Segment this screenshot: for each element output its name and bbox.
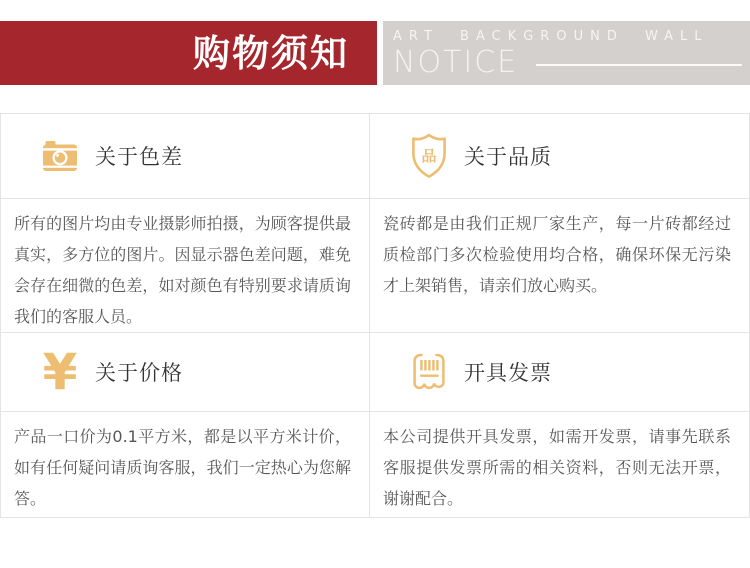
shield-character: 品 <box>421 147 437 165</box>
section-body-quality: 瓷砖都是由我们正规厂家生产，每一片砖都经过质检部门多次检验使用均合格，确保环保无污染才上架销售，请亲们放心购买。 <box>370 199 749 333</box>
section-body-price: 产品一口价为0.1平方米，都是以平方米计价，如有任何疑问请质询客服，我们一定热心为您解答。 <box>1 412 370 517</box>
banner-title-block <box>0 21 377 85</box>
notice-grid <box>0 113 750 518</box>
banner-notice-text: NOTICE <box>393 45 519 81</box>
page-title: 购物须知 <box>193 31 349 75</box>
section-header-quality <box>370 114 749 199</box>
section-header-invoice <box>370 333 749 412</box>
banner <box>0 21 750 85</box>
section-title: 关于价格 <box>95 361 183 385</box>
yuan-icon <box>39 343 81 401</box>
receipt-icon <box>408 346 450 398</box>
banner-notice-row <box>393 46 750 79</box>
camera-icon <box>39 130 81 182</box>
section-body-color-difference: 所有的图片均由专业摄影师拍摄，为顾客提供最真实，多方位的图片。因显示器色差问题，难免会存在细微的色差，如对颜色有特别要求请质询我们的客服人员。 <box>1 199 370 333</box>
section-title: 关于品质 <box>464 145 552 169</box>
section-header-color-difference <box>1 114 370 199</box>
section-title: 开具发票 <box>464 361 552 385</box>
banner-subtitle-en: ART BACKGROUND WALL <box>393 29 709 44</box>
section-header-price <box>1 333 370 412</box>
banner-subtitle-block <box>383 21 750 85</box>
yuan-glyph: ¥ <box>42 343 78 401</box>
section-body-invoice: 本公司提供开具发票，如需开发票，请事先联系客服提供发票所需的相关资料，否则无法开票，谢谢配合。 <box>370 412 749 517</box>
section-title: 关于色差 <box>95 145 183 169</box>
quality-shield-icon <box>408 130 450 182</box>
banner-decorative-line <box>536 64 742 66</box>
